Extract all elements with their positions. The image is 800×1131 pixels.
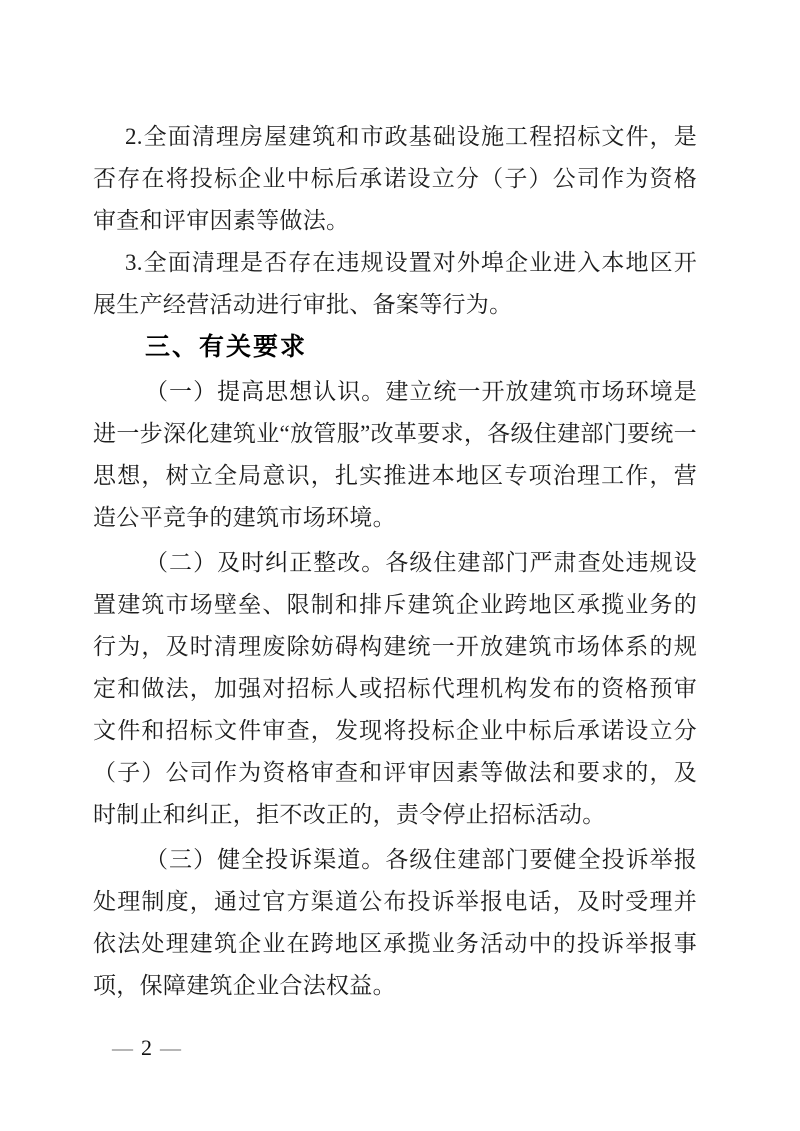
paragraph-sub-1 — [93, 371, 697, 539]
paragraph-sub-2-text: 各级住建部门严肃查处违规设置建筑市场壁垒、限制和排斥建筑企业跨地区承揽业务的行为，及时清理废除妨碍构建统一开放建筑市场体系的规定和做法，加强对招标人或招标代理机构发布的资格预审文件和招标文件审查，发现将投标企业中标后承诺设立分（子）公司作为资格审查和评审因素等做法和要求的，及时制止和纠正，拒不改正的，责令停止招标活动。 — [93, 550, 698, 827]
paragraph-sub-3-text: 各级住建部门要健全投诉举报处理制度，通过官方渠道公布投诉举报电话，及时受理并依法处理建筑企业在跨地区承揽业务活动中的投诉举报事项，保障建筑企业合法权益。 — [93, 847, 698, 998]
paragraph-sub-3 — [93, 839, 697, 1007]
paragraph-sub-3-lead: （三）健全投诉渠道。 — [145, 847, 386, 872]
page-number — [112, 1036, 181, 1060]
paragraph-numbered-3: 3.全面清理是否存在违规设置对外埠企业进入本地区开展生产经营活动进行审批、备案等行为。 — [93, 250, 697, 317]
paragraph-sub-2-lead: （二）及时纠正整改。 — [145, 550, 386, 575]
paragraph-numbered-2: 2.全面清理房屋建筑和市政基础设施工程招标文件，是否存在将投标企业中标后承诺设立分（子）公司作为资格审查和评审因素等做法。 — [93, 124, 697, 233]
page-number-dash-right: — — [160, 1036, 181, 1060]
document-body — [93, 116, 697, 1007]
page-number-value: 2 — [141, 1035, 152, 1060]
section-heading-requirements: 三、有关要求 — [145, 333, 308, 361]
page-number-dash-left: — — [112, 1036, 133, 1060]
paragraph-sub-1-text: 建立统一开放建筑市场环境是进一步深化建筑业“放管服”改革要求，各级住建部门要统一思想，树立全局意识，扎实推进本地区专项治理工作，营造公平竞争的建筑市场环境。 — [93, 379, 698, 530]
paragraph-sub-2 — [93, 542, 697, 836]
paragraph-sub-1-lead: （一）提高思想认识。 — [145, 379, 386, 404]
